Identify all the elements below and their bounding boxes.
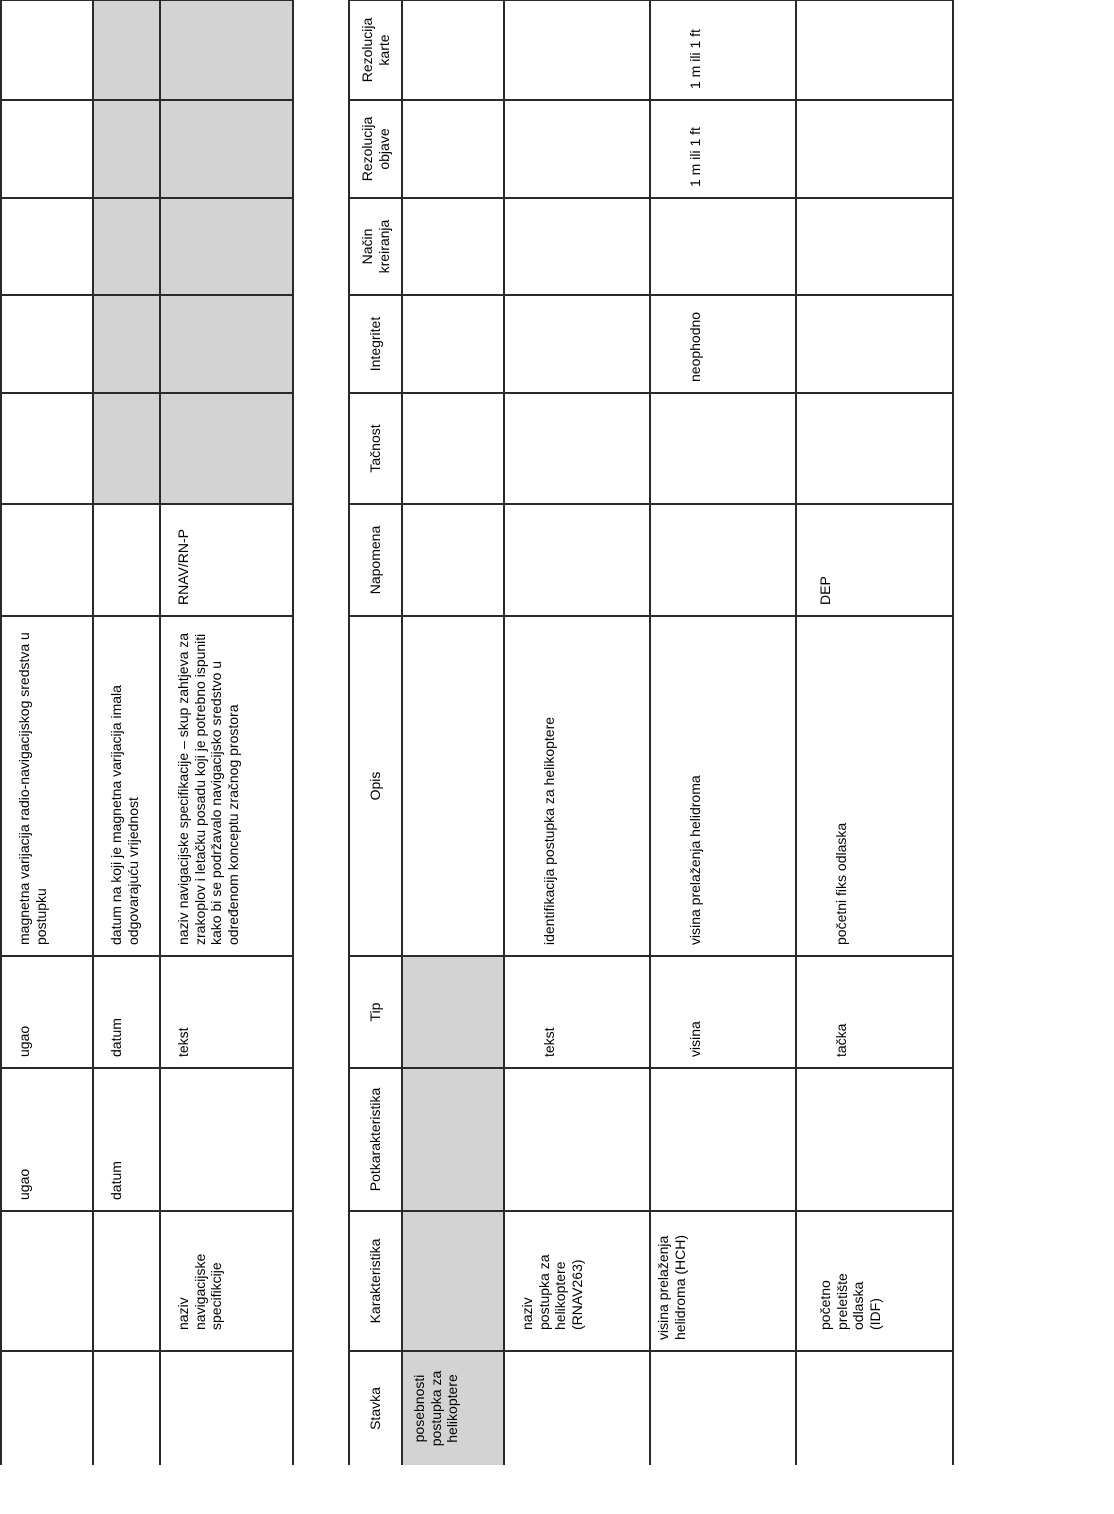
characteristic-cell: početno preletište odlaska (IDF) [796, 1211, 953, 1351]
header-integrity: Integritet [349, 295, 402, 393]
lower-table [348, 0, 954, 1465]
type-cell: ugao [1, 956, 93, 1068]
table-row [93, 0, 160, 1465]
header-chart-resolution: Rezolucija karte [349, 0, 402, 100]
description-cell: datum na koji je magnetna varijacija imala odgovarajuću vrijednost [93, 616, 160, 956]
shaded-cell [160, 198, 293, 295]
header-accuracy: Tačnost [349, 393, 402, 504]
shaded-cell [402, 1211, 504, 1351]
shaded-cell [160, 100, 293, 198]
header-publication-resolution: Rezolucija objave [349, 100, 402, 198]
table-row [504, 0, 650, 1465]
header-note: Napomena [349, 504, 402, 616]
description-cell: visina prelaženja helidroma [650, 616, 796, 956]
table-row [402, 0, 504, 1465]
shaded-cell [93, 100, 160, 198]
upper-table [0, 0, 294, 1465]
publication-resolution-cell: 1 m ili 1 ft [650, 100, 796, 198]
header-description: Opis [349, 616, 402, 956]
header-item: Stavka [349, 1351, 402, 1465]
table-row [650, 0, 796, 1465]
item-cell: posebnosti postupka za helikoptere [402, 1351, 504, 1465]
integrity-cell: neophodno [650, 295, 796, 393]
shaded-cell [93, 0, 160, 100]
shaded-cell [402, 1068, 504, 1211]
shaded-cell [402, 956, 504, 1068]
note-cell: RNAV/RN-P [160, 504, 293, 616]
type-cell: tekst [504, 956, 650, 1068]
shaded-cell [93, 198, 160, 295]
type-cell: visina [650, 956, 796, 1068]
chart-resolution-cell: 1 m ili 1 ft [650, 0, 796, 100]
subcharacteristic-cell: datum [93, 1068, 160, 1211]
shaded-cell [93, 393, 160, 504]
description-cell: identifikacija postupka za helikoptere [504, 616, 650, 956]
table-row [1, 0, 93, 1465]
shaded-cell [160, 295, 293, 393]
characteristic-cell: visina prelaženja helidroma (HCH) [650, 1211, 796, 1351]
header-row [349, 0, 402, 1465]
characteristic-cell: naziv navigacijske specifikcije [160, 1211, 293, 1351]
description-cell: magnetna varijacija radio-navigacijskog sredstva u postupku [1, 616, 93, 956]
characteristic-cell: naziv postupka za helikoptere (RNAV263) [504, 1211, 650, 1351]
type-cell: tekst [160, 956, 293, 1068]
table-row [796, 0, 953, 1465]
type-cell: tačka [796, 956, 953, 1068]
description-cell: naziv navigacijske specifikacije – skup zahtjeva za zrakoplov i letačku posadu koji je potrebno ispuniti kako bi se podržavalo navigacijsko sredstvo u određenom konceptu zračnog prostora [160, 616, 293, 956]
header-origination: Način kreiranja [349, 198, 402, 295]
description-cell: početni fiks odlaska [796, 616, 953, 956]
header-type: Tip [349, 956, 402, 1068]
shaded-cell [93, 295, 160, 393]
subcharacteristic-cell: ugao [1, 1068, 93, 1211]
type-cell: datum [93, 956, 160, 1068]
header-subcharacteristic: Potkarakteristika [349, 1068, 402, 1211]
shaded-cell [160, 0, 293, 100]
table-row [160, 0, 293, 1465]
shaded-cell [160, 393, 293, 504]
note-cell: DEP [796, 504, 953, 616]
header-characteristic: Karakteristika [349, 1211, 402, 1351]
